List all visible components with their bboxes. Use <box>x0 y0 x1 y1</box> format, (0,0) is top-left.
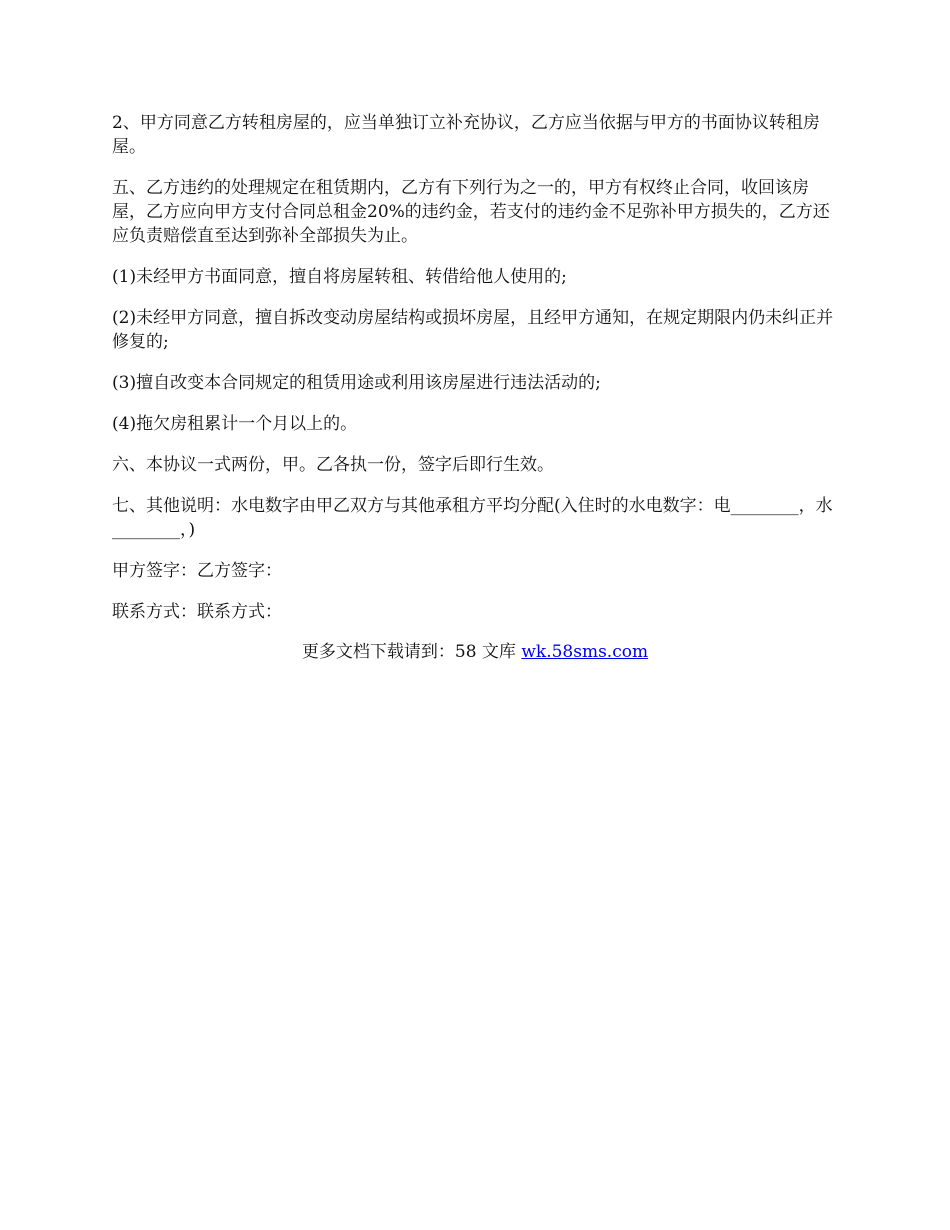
footer-link[interactable]: wk.58sms.com <box>521 642 649 662</box>
paragraph-breach-of-contract: 五、乙方违约的处理规定在租赁期内，乙方有下列行为之一的，甲方有权终止合同，收回该房屋，乙方应向甲方支付合同总租金20%的违约金，若支付的违约金不足弥补甲方损失的，乙方还应负责赔偿直至达到弥补全部损失为止。 <box>112 178 830 246</box>
signature-line: 甲方签字：乙方签字： <box>112 561 282 581</box>
paragraph-item-2: (2)未经甲方同意，擅自拆改变动房屋结构或损坏房屋，且经甲方通知，在规定期限内仍未纠正并修复的; <box>112 308 834 352</box>
paragraph-other-notes: 七、其他说明：水电数字由甲乙双方与其他承租方平均分配(入住时的水电数字：电________，水________，) <box>112 496 833 540</box>
paragraph-item-1: (1)未经甲方书面同意，擅自将房屋转租、转借给他人使用的; <box>112 267 567 287</box>
paragraph-copies: 六、本协议一式两份，甲。乙各执一份，签字后即行生效。 <box>112 455 554 475</box>
footer <box>112 640 838 664</box>
paragraph-sublease: 2、甲方同意乙方转租房屋的，应当单独订立补充协议，乙方应当依据与甲方的书面协议转租房屋。 <box>112 113 820 157</box>
footer-text: 更多文档下载请到：58 文库 <box>301 642 522 662</box>
paragraph-item-3: (3)擅自改变本合同规定的租赁用途或利用该房屋进行违法活动的; <box>112 373 601 393</box>
document-body <box>112 111 838 681</box>
paragraph-item-4: (4)拖欠房租累计一个月以上的。 <box>112 414 358 434</box>
contact-line: 联系方式：联系方式： <box>112 602 282 622</box>
